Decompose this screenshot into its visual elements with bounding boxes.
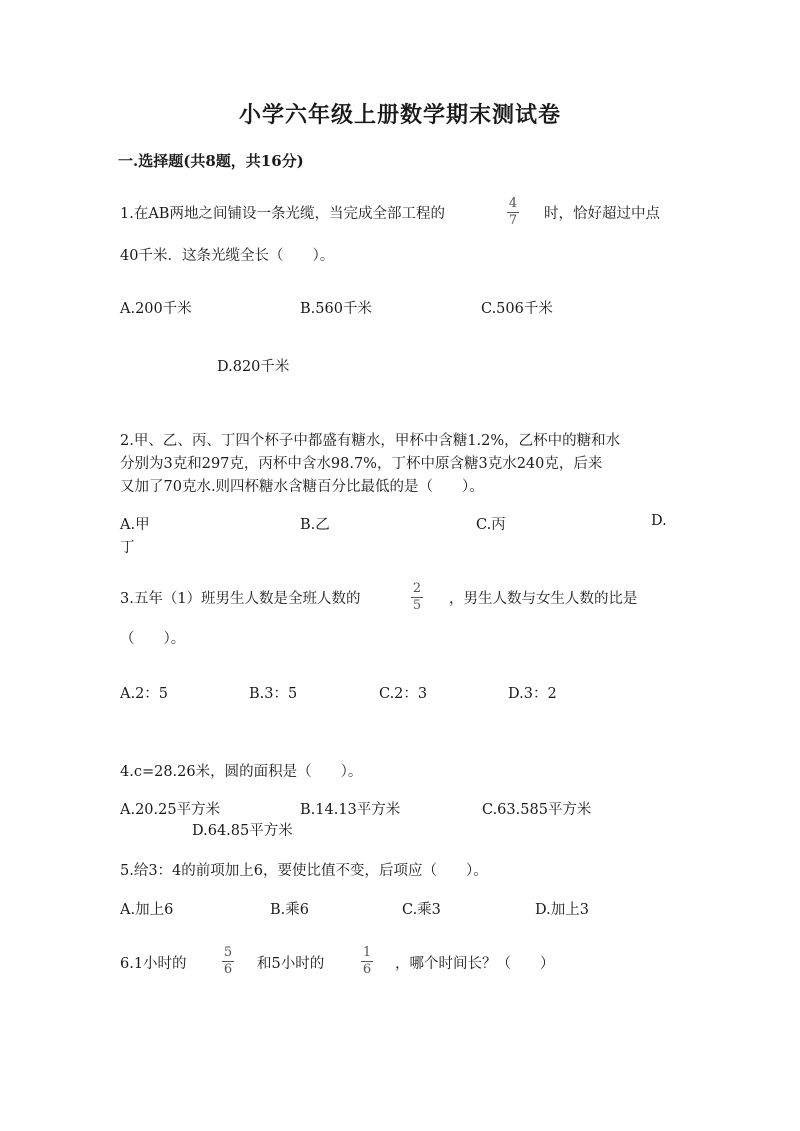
question-1-option-b[interactable]: B.560千米 <box>300 301 372 317</box>
fraction-numerator: 1 <box>362 945 372 960</box>
question-2-option-c[interactable]: C.丙 <box>476 517 506 533</box>
question-1-option-c[interactable]: C.506千米 <box>481 301 553 317</box>
question-2-option-b[interactable]: B.乙 <box>300 517 330 533</box>
question-5-option-d[interactable]: D.加上3 <box>535 902 589 918</box>
fraction-4-7 <box>507 197 519 228</box>
question-4-text: 4.c=28.26米，圆的面积是（ ）。 <box>120 764 363 780</box>
question-1-text-line2: 40千米．这条光缆全长（ ）。 <box>120 248 335 264</box>
fraction-denominator: 6 <box>223 962 233 977</box>
section-heading: 一.选择题(共8题，共16分) <box>118 152 304 170</box>
question-1-option-d[interactable]: D.820千米 <box>217 359 290 375</box>
fraction-numerator: 5 <box>223 945 233 960</box>
question-4-option-b[interactable]: B.14.13平方米 <box>300 802 401 818</box>
question-3-text-a: 3.五年（1）班男生人数是全班人数的 <box>120 591 361 607</box>
fraction-numerator: 4 <box>508 196 518 211</box>
page-title: 小学六年级上册数学期末测试卷 <box>238 102 561 128</box>
question-3-text-b: ，男生人数与女生人数的比是 <box>449 591 638 607</box>
question-1-text-b: 时，恰好超过中点 <box>544 206 660 222</box>
question-4-option-d[interactable]: D.64.85平方米 <box>192 823 293 839</box>
question-5-text: 5.给3：4的前项加上6，要使比值不变，后项应（ ）。 <box>120 863 488 879</box>
question-3-option-a[interactable]: A.2：5 <box>120 686 169 702</box>
fraction-denominator: 6 <box>362 962 372 977</box>
question-2-text-line2: 分别为3克和297克，丙杯中含水98.7%，丁杯中原含糖3克水240克，后来 <box>120 456 603 472</box>
question-6-text-b: 和5小时的 <box>257 956 325 972</box>
question-3-text-line2: （ ）。 <box>120 631 186 647</box>
question-5-option-a[interactable]: A.加上6 <box>120 902 174 918</box>
fraction-5-6 <box>222 946 234 977</box>
fraction-1-6 <box>361 946 373 977</box>
fraction-2-5 <box>411 582 423 613</box>
fraction-denominator: 7 <box>508 213 518 228</box>
question-5-option-b[interactable]: B.乘6 <box>270 902 309 918</box>
question-2-option-a[interactable]: A.甲 <box>120 517 150 533</box>
question-4-option-a[interactable]: A.20.25平方米 <box>120 802 221 818</box>
question-5-option-c[interactable]: C.乘3 <box>402 902 441 918</box>
question-3-option-d[interactable]: D.3：2 <box>508 686 557 702</box>
question-1-option-a[interactable]: A.200千米 <box>120 301 192 317</box>
question-2-option-d[interactable]: D. <box>651 513 667 529</box>
question-2-text-line3: 又加了70克水.则四杯糖水含糖百分比最低的是（ ）。 <box>120 479 484 495</box>
question-1-text-a: 1.在AB两地之间铺设一条光缆，当完成全部工程的 <box>120 206 445 222</box>
question-3-option-c[interactable]: C.2：3 <box>379 686 428 702</box>
question-4-option-c[interactable]: C.63.585平方米 <box>482 802 592 818</box>
question-2-option-d-wrap[interactable]: 丁 <box>120 540 135 556</box>
fraction-denominator: 5 <box>412 598 422 613</box>
question-3-option-b[interactable]: B.3：5 <box>249 686 298 702</box>
question-2-text-line1: 2.甲、乙、丙、丁四个杯子中都盛有糖水，甲杯中含糖1.2%，乙杯中的糖和水 <box>120 433 621 449</box>
fraction-numerator: 2 <box>412 581 422 596</box>
question-6-text-a: 6.1小时的 <box>120 956 187 972</box>
question-6-text-c: ，哪个时间长？（ ） <box>395 956 555 972</box>
